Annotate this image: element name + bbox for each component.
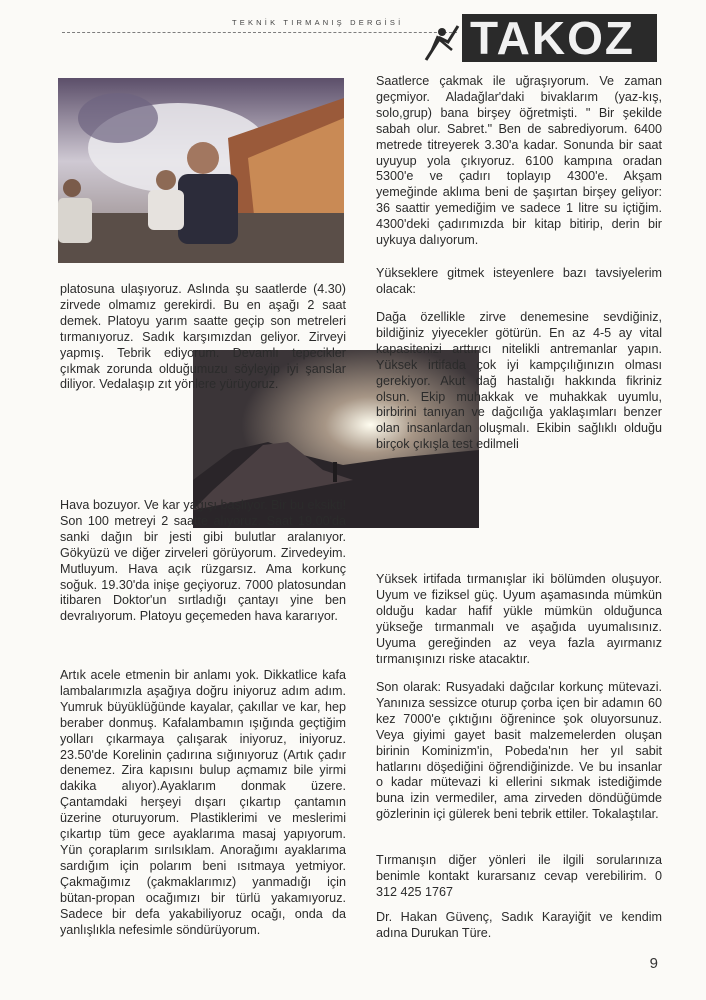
right-column-paragraph-1: Saatlerce çakmak ile uğraşıyorum. Ve zaman geçmiyor. Aladağlar'daki bivaklarım (yaz-kış, solo,grup) bana birşey öğretmişti. " Bir şekilde sabah olur. Sabret." Ben de sabrediyorum. 6400 metrede titreyerek 3.30'a kadar. Sonunda bir saat uyuyup yola çıkıyoruz. 6100 kampına oradan 5300'e ve çadırı toplayıp 4300'e. Akşam yemeğinde aklıma beni de şaşırtan birşey geliyor: 36 saattir yemediğim ve sadece 1 litre su içtiğim. 4300'deki çadırımızda bir kitap bitirip, derin bir uykuya dalıyorum. <box>376 74 662 248</box>
header-rule <box>62 32 457 33</box>
left-column-paragraph-2: Hava bozuyor. Ve kar yağışı başlıyor. Bir bu eksikti! Son 100 metreyi 2 saatte alıyoruz. Saat 19.00'da sanki dağın bir jesti gibi bulutlar aralanıyor. Gökyüzü ve diğer zirveleri görüyorum. Zirvedeyim. Mutluyum. Hava açık rüzgarsız. Ama korkunç soğuk. 19.30'da inişe geçiyoruz. 7000 platosundan itibaren Doktor'un sırtladığı çantayı yine ben devralıyorum. Platoyu geçemeden hava kararıyor. <box>60 498 346 624</box>
right-column-paragraph-3: Dağa özellikle zirve denemesine sevdiğiniz, bildiğiniz yiyecekler götürün. En az 4-5 ay vital kapasitenizi arttırıcı nitelikli antremanlar yapın. Yüksek irtifada çok iyi kampçılığınızın olması gerekiyor. Akut dağ hastalığı hakkında fikriniz olsun. Ekip muhakkak ve muhakkak uyumlu, birbirini tanıyan ve dağcılığa yaklaşımları benzer olan insanlardan oluşmalı. Ekibin sağlıklı olduğu birçok çıkışla test edilmeli <box>376 310 662 452</box>
left-column-paragraph-1: platosuna ulaşıyoruz. Aslında şu saatlerde (4.30) zirvede olmamız gerekirdi. Bu en aşağı 2 saat demek. Platoyu yarım saatte geçip son metreleri tırmanıyoruz. Sadık karşımızdan geliyor. Zirveyi yapmış. Tebrik ediyorum. Devamlı tepecikler çıkmak zorunda olduğumuzu söyleyip iyi şanslar diliyor. Vedalaşıp zıt yönlere yürüyoruz. <box>60 282 346 392</box>
right-column-paragraph-2: Yükseklere gitmek isteyenlere bazı tavsiyelerim olacak: <box>376 266 662 296</box>
right-column-paragraph-7: Dr. Hakan Güvenç, Sadık Karayiğit ve kendim adına Durukan Türe. <box>376 910 662 940</box>
right-column-paragraph-5: Son olarak: Rusyadaki dağcılar korkunç mütevazi. Yanınıza sessizce oturup çorba içen bir adamın 60 kez 7000'e çıktığını öğrenince şok oluyorsunuz. Veya giyimi gayet basit malzemelerden oluşan birinin Kominizm'in, Pobeda'nın her yıl sabit hatlarını döşediğini öğrendiğinizde. Ve bu insanlar o kadar mütevazi ki ellerini sıkmak istediğimde buna izin vermediler, ama zirveden döndüğümde gözlerinin içi gülerek beni tebrik ettiler. Tokalaştılar. <box>376 680 662 822</box>
magazine-logo: TAKOZ <box>470 12 636 64</box>
climber-icon <box>418 20 470 64</box>
photo-climbers-at-tent <box>58 78 344 263</box>
magazine-subtitle: TEKNİK TIRMANIŞ DERGİSİ <box>232 18 404 27</box>
page-number: 9 <box>649 955 658 972</box>
right-column-paragraph-6: Tırmanışın diğer yönleri ile ilgili sorularınıza benimle kontakt kurarsanız cevap verebilirim. 0 312 425 1767 <box>376 853 662 899</box>
left-column-paragraph-3: Artık acele etmenin bir anlamı yok. Dikkatlice kafa lambalarımızla aşağıya doğru iniyoruz adım adım. Yumruk büyüklüğünde kayalar, çakıllar ve kar, hep beraber donmuş. Kafalambamın ışığında geçtiğim yolları çıkarmaya çalışarak iniyoruz, iniyoruz. 23.50'de Korelinin çadırına sığınıyoruz (Artık çadır denemez. Zira kapısını bulup açmamız bile yirmi dakika alıyor).Ayaklarım donmak üzere. Çantamdaki herşeyi dışarı çıkartıp çantamın üzerine oturuyorum. Plastiklerimi ve meslerimi çıkartıp tüm gece ayaklarıma masaj yapıyorum. Yün çoraplarım sırılsıklam. Anorağımı ayaklarıma sardığım için polarım beni ısıtmaya yetmiyor. Çakmağımız (çakmaklarımız) yanmadığı için bütan-propan ocağımızı bir türlü yakamıyoruz. Sadece bir defa yakabiliyoruz ocağı, onda da yanlışlıkla nefesimle söndürüyorum. <box>60 668 346 937</box>
right-column-paragraph-4: Yüksek irtifada tırmanışlar iki bölümden oluşuyor. Uyum ve fiziksel güç. Uyum aşamasında mümkün olduğu kadar hafif yükle mümkün olduğunca yükseğe tırmanmalı ve aşağıda uyumalısınız. Uyuma gereğinden az veya fazla ayırmanız tırmanışınızı riske atacaktır. <box>376 572 662 666</box>
